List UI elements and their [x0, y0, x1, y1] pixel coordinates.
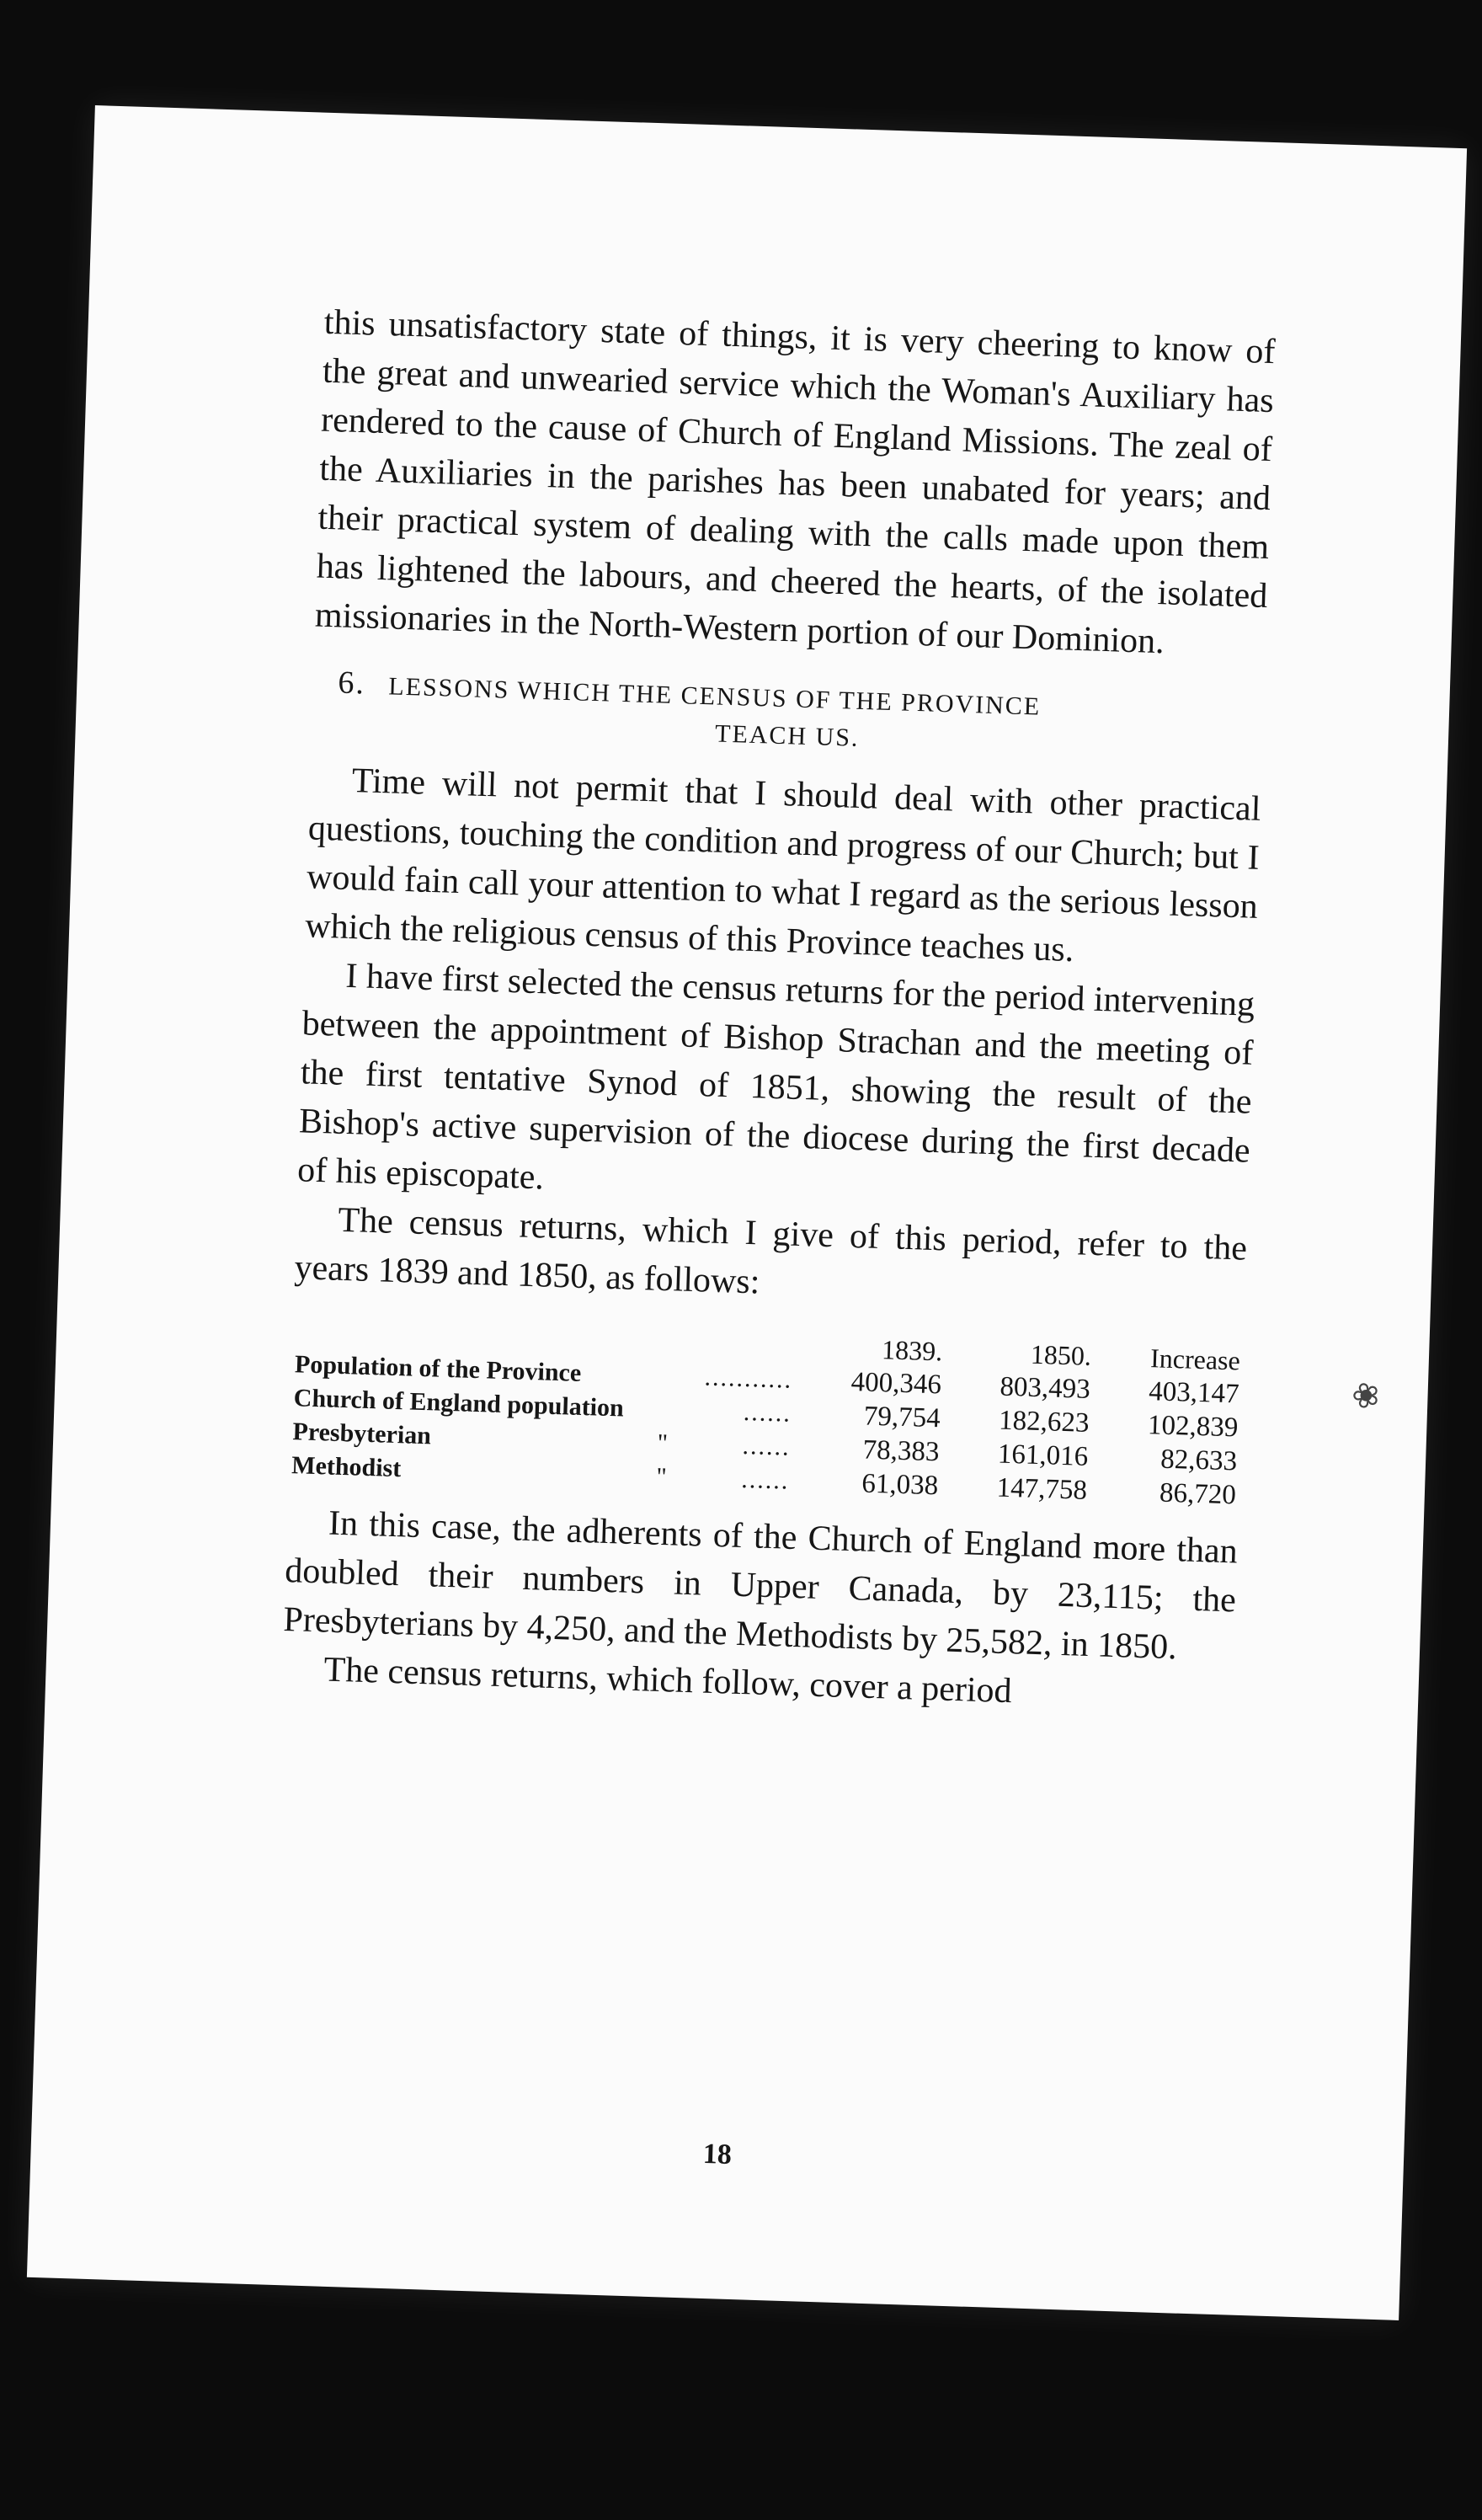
leader-dots: ...........: [704, 1363, 793, 1394]
value-1850: 803,493: [999, 1371, 1091, 1405]
row-label: Presbyterian: [292, 1418, 432, 1450]
time-paragraph: Time will not permit that I should deal with other practical questions, touching the condition and progress of our Church; but I would fain call your attention to what I regard as the serious lesson which the religious census of this Province teaches us.: [304, 761, 1262, 970]
header-1839: 1839.: [881, 1334, 943, 1367]
follow-paragraph: The census returns, which follow, cover a period: [323, 1650, 1013, 1711]
section-title-line1: LESSONS WHICH THE CENSUS OF THE PROVINCE: [387, 672, 1042, 721]
book-page: [27, 105, 1467, 2320]
header-increase: Increase: [1149, 1343, 1241, 1376]
value-1839: 78,383: [862, 1434, 940, 1468]
selected-paragraph: I have first selected the census returns for the period intervening between the appointment of Bishop Strachan and the meeting of the first tentative Synod of 1851, showing the result of the Bishop's active supervision of the diocese during the first decade of his episcopate.: [296, 956, 1255, 1198]
ditto-mark: [626, 1392, 701, 1428]
leader-dots: ......: [742, 1431, 792, 1461]
page-text-block: [281, 298, 1276, 1723]
value-increase: 82,633: [1159, 1444, 1238, 1477]
returns-paragraph: The census returns, which I give of this period, refer to the years 1839 and 1850, as follows:: [293, 1200, 1248, 1302]
census-table: [288, 1314, 1245, 1512]
section-title-line2: TEACH US.: [714, 719, 860, 752]
page-number: 18: [702, 2138, 733, 2170]
row-label: Population of the Province: [294, 1350, 582, 1387]
section-number: 6.: [337, 665, 366, 702]
section-heading: [311, 664, 1264, 770]
value-increase: 86,720: [1159, 1477, 1237, 1511]
value-1850: 182,623: [998, 1405, 1090, 1439]
value-1839: 79,754: [863, 1401, 941, 1434]
leader-dots: ......: [743, 1397, 792, 1428]
case-paragraph: In this case, the adherents of the Church of England more than doubled their numbers in Upper Canada, by 23,115; the Presbyterians by 4,250, and the Methodists by 25,582, in 1850.: [282, 1503, 1239, 1668]
row-label: Church of England population: [293, 1384, 625, 1423]
value-1839: 400,346: [850, 1366, 942, 1401]
value-1850: 147,758: [996, 1472, 1088, 1506]
value-1839: 61,038: [861, 1468, 939, 1502]
leader-dots: ......: [740, 1465, 790, 1495]
ditto-mark: [627, 1359, 701, 1395]
value-1850: 161,016: [997, 1439, 1089, 1472]
value-increase: 403,147: [1148, 1376, 1240, 1410]
value-increase: 102,839: [1147, 1410, 1239, 1444]
ditto-mark: ": [657, 1428, 669, 1458]
header-1850: 1850.: [1030, 1338, 1092, 1371]
intro-paragraph: this unsatisfactory state of things, it is very cheering to know of the great and unwearied service which the Woman's Auxiliary has rendered to the cause of Church of England Missions. The zeal of the Auxiliaries in the parishes has been unabated for years; and their practical system of dealing with the calls made upon them has lightened the labours, and cheered the hearts, of the isolated missionaries in the North-Western portion of our Dominion.: [314, 302, 1277, 662]
row-label: Methodist: [291, 1451, 402, 1483]
ditto-mark: ": [655, 1462, 668, 1492]
stray-ink-mark-icon: ❀: [1346, 1373, 1386, 1418]
